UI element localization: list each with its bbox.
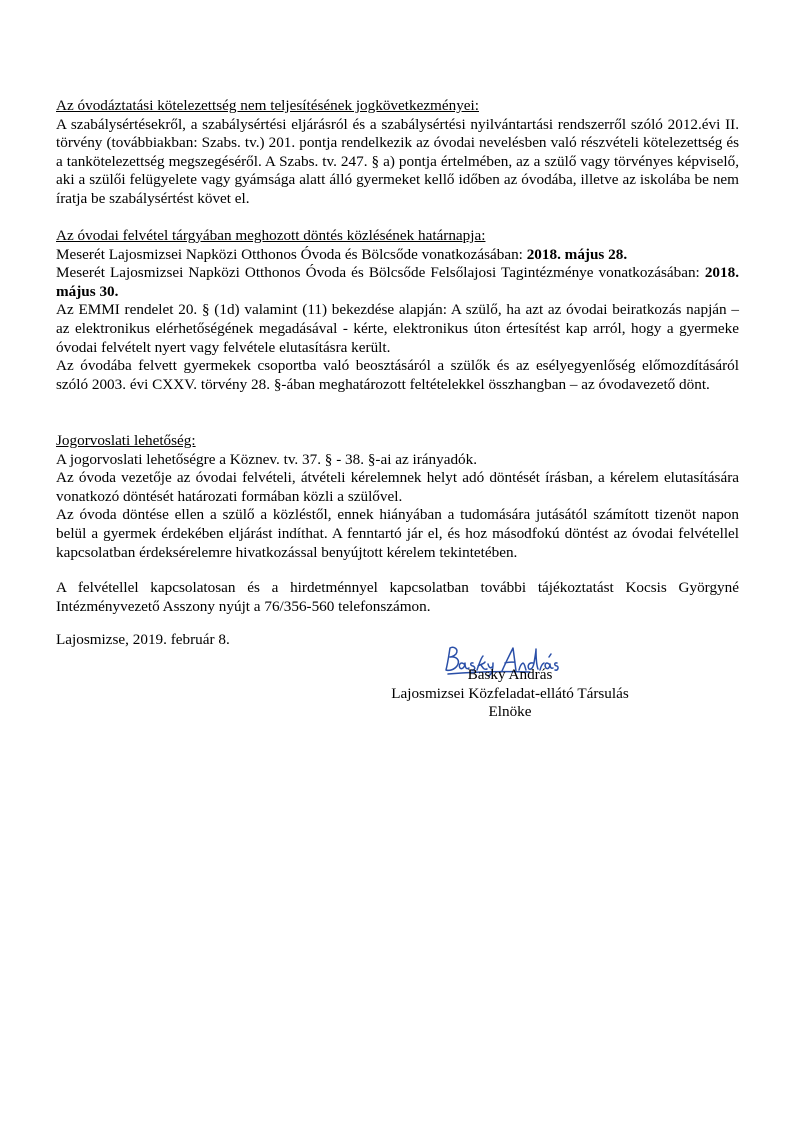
info-section xyxy=(56,579,739,616)
paragraph: A szabálysértésekről, a szabálysértési eljárásról és a szabálysértési nyilvántartási rendszerről szóló 2012.évi II. törvény (továbbiakban: Szabs. tv.) 201. pontja rendelkezik az óvodai nevelésben való részvételi kötelezettség és a tankötelezettség megszegéséről. A Szabs. tv. 247. § a) pontja értelmében, az a szülő vagy törvényes képviselő, aki a szülői felügyelete vagy gyámsága alatt álló gyermeket kellő időben az óvodába, illetve az iskolába be nem íratja be szabálysértést követ el. xyxy=(56,115,739,207)
deadline-label: Meserét Lajosmizsei Napközi Otthonos Óvoda és Bölcsőde Felsőlajosi Tagintézménye vonatkozásában: xyxy=(56,264,705,282)
section-heading: Az óvodáztatási kötelezettség nem teljesítésének jogkövetkezményei: xyxy=(56,97,479,114)
paragraph: Az óvodába felvett gyermekek csoportba való beosztásáról a szülők és az esélyegyenlőség előmozdításáról szóló 2003. évi CXXV. törvény 28. §-ában meghatározott feltételekkel összhangban – az óvodavezető dönt. xyxy=(56,357,739,393)
deadline-date: 2018. május 30. xyxy=(56,264,739,300)
paragraph: Az óvoda vezetője az óvodai felvételi, átvételi kérelemnek helyt adó döntését írásban, a kérelem elutasítására vonatkozó döntését határozati formában közli a szülővel. xyxy=(56,469,739,505)
place-date-section xyxy=(56,631,739,650)
deadline-line xyxy=(56,246,739,265)
signer-organization: Lajosmizsei Közfeladat-ellátó Társulás xyxy=(391,684,629,702)
paragraph: A jogorvoslati lehetőségre a Köznev. tv. 37. § - 38. §-ai az irányadók. xyxy=(56,450,478,468)
paragraph: Az óvoda döntése ellen a szülő a közléstől, ennek hiányában a tudomására jutásától számított tizenöt napon belül a gyermek érdekében eljárást indíthat. A fenntartó jár el, és hoz másodfokú döntést az óvodai felvétellel kapcsolatban érdeksérelemre hivatkozással benyújtott kérelem tekintetében. xyxy=(56,506,739,561)
section-legal-remedy xyxy=(56,432,739,562)
signature-block xyxy=(360,666,660,722)
signer-role: Elnöke xyxy=(488,703,532,721)
deadline-label: Meserét Lajosmizsei Napközi Otthonos Óvoda és Bölcsőde vonatkozásában: xyxy=(56,245,527,263)
section-heading: Jogorvoslati lehetőség: xyxy=(56,432,196,449)
place-date: Lajosmizse, 2019. február 8. xyxy=(56,631,230,648)
section-decision-deadline xyxy=(56,227,739,394)
section-consequences xyxy=(56,97,739,209)
paragraph: Az EMMI rendelet 20. § (1d) valamint (11) bekezdése alapján: A szülő, ha azt az óvodai beiratkozás napján – az elektronikus elérhetőségének megadásával - kérte, elektronikus úton értesítést kap arról, hogy a gyermeke óvodai felvételt nyert vagy felvétele elutasításra került. xyxy=(56,301,739,356)
signer-name: Basky András xyxy=(467,666,553,683)
deadline-date: 2018. május 28. xyxy=(526,245,628,263)
section-heading: Az óvodai felvétel tárgyában meghozott döntés közlésének határnapja: xyxy=(56,227,486,244)
info-paragraph: A felvétellel kapcsolatosan és a hirdetménnyel kapcsolatban további tájékoztatást Kocsis Györgyné Intézményvezető Asszony nyújt a 76/356-560 telefonszámon. xyxy=(56,579,739,615)
deadline-line xyxy=(56,264,739,301)
